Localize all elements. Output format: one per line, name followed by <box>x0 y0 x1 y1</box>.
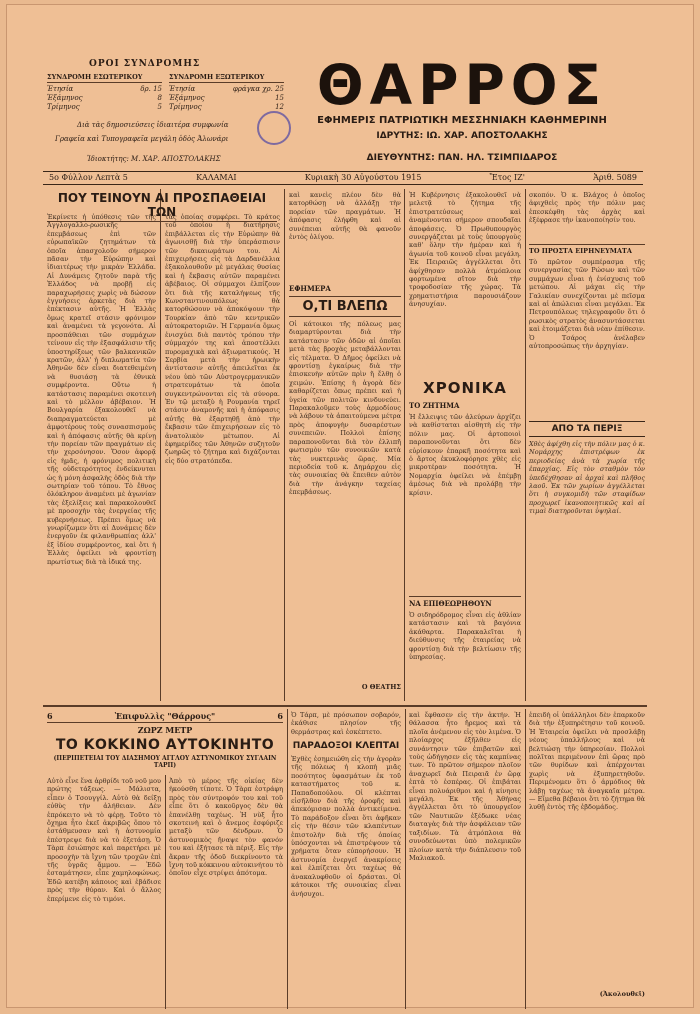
column-f-signature: (Ἀκολουθεῖ) <box>599 990 645 998</box>
column3-body: καὶ κανεὶς πλέον δὲν θὰ κατορθώσῃ νὰ ἀλλάξῃ τὴν πορείαν τῶν πραγμάτων. Ἡ ἀπόφασις ἐλήφθη καὶ αἱ συνέπειαι αὐτῆς θὰ φανοῦν ἐντὸς ὀλίγου. <box>289 191 401 242</box>
column-d-body2: Ἐχθὲς ἐσημειώθη εἰς τὴν ἀγορὰν τῆς πόλεως ἡ κλοπὴ μιᾶς ποσότητος ὑφασμάτων ἐκ τοῦ καταστήματος τοῦ κ. Παπαδοπούλου. Οἱ κλέπται εἰσῆλθον διὰ τῆς ὀροφῆς καὶ ἀπεκόμισαν πολλὰ ἀντικείμενα. Τὸ παράδοξον εἶναι ὅτι ἀφῆκαν εἰς τὴν θέσιν τῶν κλαπέντων ἐπιστολὴν διὰ τῆς ὁποίας ὑπόσχονται νὰ ἐπιστρέψουν τὰ χρήματα ὅταν εὐπορήσουν. Ἡ ἀστυνομία ἐνεργεῖ ἀνακρίσεις καὶ ἐλπίζεται ὅτι ταχέως θὰ ἀνακαλυφθοῦν οἱ δράσται. Οἱ κάτοικοι τῆς συνοικίας εἶναι ἀνήσυχοι. <box>291 755 401 898</box>
column-e <box>409 711 521 1009</box>
column-d-heading: ΠΑΡΑΔΟΞΟΙ ΚΛΕΠΤΑΙ <box>292 741 400 751</box>
issue-place: ΚΑΛΑΜΑΙ <box>196 173 237 182</box>
column4-body2: Ἡ ἔλλειψις τῶν ἀλεύρων ἀρχίζει νὰ καθίσταται αἰσθητὴ εἰς τὴν πόλιν μας. Οἱ ἀρτοποιοὶ παραπονοῦνται ὅτι δὲν εὑρίσκουν ἐπαρκῆ ποσότητα καὶ ὁ ἄρτος ἐκυκλοφόρησε χθὲς εἰς μικροτέραν ποσότητα. Ἡ Νομαρχία ὀφείλει νὰ ἐπέμβῃ ἀμέσως διὰ νὰ προλάβῃ τὴν κρίσιν. <box>409 413 521 497</box>
column4-sub2: ΝΑ ΕΠΙΘΕΩΡΗΘΟΥΝ <box>409 596 521 608</box>
tagline: ΕΦΗΜΕΡΙΣ ΠΑΤΡΙΩΤΙΚΗ ΜΕΣΣΗΝΙΑΚΗ ΚΑΘΗΜΕΡΙΝΗ <box>317 115 607 126</box>
column-f <box>529 711 645 1009</box>
column3-body2: Οἱ κάτοικοι τῆς πόλεως μας διαμαρτύρονται διὰ τὴν κατάστασιν τῶν ὁδῶν αἱ ὁποῖαι μετὰ τὰς βροχὰς μεταβάλλονται εἰς τέλματα. Ὁ Δῆμος ὀφείλει νὰ φροντίσῃ ἐγκαίρως διὰ τὴν ἐπισκευὴν αὐτῶν πρὶν ἢ ἔλθῃ ὁ χειμών. Ἐπίσης ἡ ἀγορὰ δὲν καθαρίζεται ὅπως πρέπει καὶ ἡ ὑγεία τῶν πολιτῶν κινδυνεύει. Παρακαλοῦμεν τοὺς ἁρμοδίους νὰ λάβουν τὰ ἀπαιτούμενα μέτρα πρὸς ἀποφυγὴν δυσαρέστων συνεπειῶν. Πολλοὶ ἐπίσης παραπονοῦνται διὰ τὸν ἐλλιπῆ φωτισμὸν τῶν συνοικιῶν κατὰ τὰς νυκτερινὰς ὥρας. Μία περιοδεία τοῦ κ. Δημάρχου εἰς τὰς συνοικίας θὰ ἔπειθεν αὐτὸν διὰ τὴν ἀνάγκην ταχείας ἐπεμβάσεως. <box>289 320 401 497</box>
issue-price: 5ο Φύλλον Λεπτὰ 5 <box>49 173 128 182</box>
serial-subtitle: (ΠΕΡΙΠΕΤΕΙΑΙ ΤΟΥ ΔΙΑΣΗΜΟΥ ΑΓΓΛΟΥ ΑΣΤΥΝΟΜΙΚΟΥ ΣΥΓΛΑΙΝ ΤΑΡΠ) <box>53 755 277 769</box>
column5-body: σκοπόν. Ὁ κ. Βλάχος ὁ ὁποῖος ἀφιχθεὶς πρὸς τὴν πόλιν μας ἐπεσκέφθη τὰς ἀρχὰς καὶ ἐξέφρασε τὴν ἱκανοποίησίν του. <box>529 191 645 225</box>
article1-body: Ἐκρίνετε ἡ ὑπόθεσις τῶν τῆς Ἀγγλογαλλο-ρωσικῆς ἐπεμβάσεως ἐπὶ τῶν εὐρωπαϊκῶν ζητημάτων τὰ ὁποῖα ἀπασχολοῦν σήμερον πᾶσαν τὴν Εὐρώπην καὶ ἰδιαιτέρως τὴν μικρὰν Ἑλλάδα. Αἱ Δυνάμεις ζητοῦν παρὰ τῆς Ἑλλάδος νὰ προβῇ εἰς παραχωρήσεις χωρὶς νὰ δώσουν ἐγγυήσεις ἀρκετὰς διὰ τὴν ἐπέκτασιν αὐτῆς. Ἡ Ἑλλὰς ὅμως κρατεῖ στάσιν φρόνιμον καὶ ἀναμένει τὰ γεγονότα. Αἱ προσπάθειαι τῶν συμμάχων τείνουν εἰς τὴν ἐξασφάλισιν τῆς ὑποστηρίξεως τῶν βαλκανικῶν κρατῶν, ἀλλ' ἡ διπλωματία τῶν Ἀθηνῶν δὲν εἶναι διατεθειμένη νὰ θυσιάσῃ τὰ ἐθνικὰ συμφέροντα. Οὕτω ἡ κατάστασις παραμένει σκοτεινὴ καὶ τὸ μέλλον ἀβέβαιον. Ἡ Βουλγαρία ἐξακολουθεῖ νὰ διαπραγματεύεται μὲ ἀμφοτέρους τοὺς συνασπισμοὺς καὶ ἡ ἀπόφασις αὐτῆς θὰ κρίνῃ τὴν πορείαν τῶν πραγμάτων εἰς τὴν χερσόνησον. Ὅσον ἀφορᾷ εἰς ἡμᾶς, ἡ φρόνιμος πολιτικὴ τῆς οὐδετερότητος ἐνδείκνυται ὡς ἡ μόνη ἀσφαλὴς ὁδὸς διὰ τὴν σωτηρίαν τοῦ τόπου. Τὸ ἔθνος ὁλόκληρον ἀναμένει μὲ ἀγωνίαν τὰς ἐξελίξεις καὶ παρακολουθεῖ μὲ προσοχὴν τὰς ἐνεργείας τῆς κυβερνήσεως. Πρέπει ὅμως νὰ γνωρίζωμεν ὅτι αἱ Δυνάμεις δὲν ἐνεργοῦν ἐκ φιλανθρωπίας ἀλλ' ἐξ ἰδίου συμφέροντος, καὶ ὅτι ἡ Ἑλλὰς ὀφείλει νὰ φροντίσῃ πρωτίστως διὰ τὰ ἰδικά της. <box>47 213 156 566</box>
foreign-title: ΣΥΝΔΡΟΜΗ ΕΞΩΤΕΡΙΚΟΥ <box>169 73 284 83</box>
library-stamp-icon <box>257 111 291 145</box>
article1-title-box <box>47 191 277 219</box>
column3 <box>289 191 401 701</box>
issue-year: Ἔτος ΙΖ' <box>489 173 525 182</box>
serial-title: ΤΟ ΚΟΚΚΙΝΟ ΑΥΤΟΚΙΝΗΤΟ <box>55 737 275 753</box>
column2-body: τὰς ὁποίας συμφέρει. Τὸ κράτος τοῦ ὁποίου ἡ διατήρησις ἐπιβάλλεται εἰς τὴν Εὐρώπην θὰ ἀγωνισθῇ διὰ τὴν ὑπεράσπισιν τῶν δικαιωμάτων του. Αἱ ἐπιχειρήσεις εἰς τὰ Δαρδανέλλια ἐξακολουθοῦν μὲ μεγάλας θυσίας καὶ ἡ ἔκβασις αὐτῶν παραμένει ἀβέβαιος. Οἱ σύμμαχοι ἐλπίζουν ὅτι διὰ τῆς καταλήψεως τῆς Κωνσταντινουπόλεως θὰ κατορθώσουν νὰ ἀποκόψουν τὴν Τουρκίαν ἀπὸ τῶν κεντρικῶν αὐτοκρατοριῶν. Ἡ Γερμανία ὅμως ἐνισχύει διὰ παντὸς τρόπου τὴν σύμμαχόν της καὶ ἀποστέλλει πυρομαχικὰ καὶ ἀξιωματικούς. Ἡ Σερβία μετὰ τὴν ἡρωικὴν ἀντίστασιν αὐτῆς ἀπειλεῖται ἐκ νέου ὑπὸ τῶν Αὐστρογερμανικῶν στρατευμάτων τὰ ὁποῖα συγκεντρώνονται εἰς τὰ σύνορα. Ἐν τῷ μεταξὺ ἡ Ρουμανία τηρεῖ στάσιν ἀναμονῆς καὶ ἡ ἀπόφασις αὐτῆς θὰ ἐξαρτηθῇ ἀπὸ τὴν ἔκβασιν τῶν ἐπιχειρήσεων εἰς τὸ ἀνατολικὸν μέτωπον. Αἱ ἐφημερίδες τῶν Ἀθηνῶν συζητοῦν ζωηρῶς τὸ ζήτημα καὶ διχάζονται εἰς δύο στρατόπεδα. <box>165 213 280 465</box>
column-d <box>291 711 401 1009</box>
office-address: Γραφεῖα καὶ Τυπογραφεῖα μεγάλη ὁδὸς Ἀλωνάρι <box>55 135 229 143</box>
article1-col1 <box>47 213 156 701</box>
column-e-body: καὶ ἔφθασεν εἰς τὴν ἀκτήν. Ἡ θάλασσα ἦτο ἤρεμος καὶ τὰ πλοῖα ἀνέμενον εἰς τὸν λιμένα. Ὁ πλοίαρχος ἐξῆλθεν εἰς συνάντησιν τῶν ἐπιβατῶν καὶ τοὺς ὡδήγησεν εἰς τὰς καμπίνας των. Τὸ πρῶτον σήμερον πλοῖον ἀναχωρεῖ διὰ Πειραιᾶ ἐν ὥρᾳ ἑπτὰ τὸ ἑσπέρας. Οἱ ἐπιβάται εἶναι πολυάριθμοι καὶ ἡ κίνησις μεγάλη. Ἐκ τῆς Ἀθήνας ἀγγέλλεται ὅτι τὸ ὑπουργεῖον τῶν Ναυτικῶν ἐξέδωκε νέας διαταγὰς διὰ τὴν ἀσφάλειαν τῶν ταξιδίων. Τὰ ἀτμόπλοια θὰ συνοδεύωνται ὑπὸ πολεμικῶν πλοίων κατὰ τὴν διάπλευσιν τοῦ Μαλιακοῦ. <box>409 711 521 862</box>
subscriptions-title: ΟΡΟΙ ΣΥΝΔΡΟΜΗΣ <box>89 59 201 69</box>
column4-section: ΧΡΟΝΙΚΑ <box>423 379 507 397</box>
column5-body3: Χθὲς ἀφίχθη εἰς τὴν πόλιν μας ὁ κ. Νομάρχης ἐπιστρέφων ἐκ περιοδείας ἀνὰ τὰ χωρία τῆς ἐπαρχίας. Εἰς τὸν σταθμὸν τὸν ὑπεδέχθησαν αἱ ἀρχαὶ καὶ πλῆθος λαοῦ. Ἐκ τῶν χωρίων ἀγγέλλεται ὅτι ἡ συγκομιδὴ τῶν σταφίδων προχωρεῖ ἱκανοποιητικῶς καὶ αἱ τιμαὶ διατηροῦνται ὑψηλαί. <box>529 440 645 516</box>
serial-col-b <box>169 777 283 1009</box>
column4-body: Ἡ Κυβέρνησις ἐξακολουθεῖ νὰ μελετᾷ τὸ ζήτημα τῆς ἐπιστρατεύσεως καὶ ἀναμένονται σήμερον σπουδαῖαι ἀποφάσεις. Ὁ Πρωθυπουργὸς συνεργάζεται μὲ τοὺς ὑπουργοὺς καθ' ὅλην τὴν ἡμέραν καὶ ἡ ἀγωνία τοῦ κοινοῦ εἶναι μεγάλη. Ἐκ Πειραιῶς ἀγγέλλεται ὅτι ἀφίχθησαν πολλὰ ἀτμόπλοια φορτωμένα σῖτον διὰ τὴν τροφοδοσίαν τῆς χώρας. Τὰ χρηματιστήρια παρουσιάζουν ἀνησυχίαν. <box>409 191 521 309</box>
header <box>7 5 695 171</box>
issue-number: Ἀριθ. 5089 <box>593 173 637 182</box>
column5-sub1: ΤΟ ΠΡΟΣΤΑ ΕΙΡΗΝΕΥΜΑΤΑ <box>529 244 645 255</box>
article1-title: ΠΟΥ ΤΕΙΝΟΥΝ ΑΙ ΠΡΟΣΠΑΘΕΙΑΙ ΤΩΝ <box>47 191 277 222</box>
owner: Ἰδιοκτήτης: Μ. ΧΑΡ. ΑΠΟΣΤΟΛΑΚΗΣ <box>87 155 221 163</box>
founder: ΙΔΡΥΤΗΣ: ΙΩ. ΧΑΡ. ΑΠΟΣΤΟΛΑΚΗΣ <box>376 131 548 141</box>
director: ΔΙΕΥΘΥΝΤΗΣ: ΠΑΝ. ΗΛ. ΤΣΙΜΠΙΔΑΡΟΣ <box>366 153 558 163</box>
column2 <box>165 213 280 701</box>
ads-note: Διὰ τὰς δημοσιεύσεις ἰδιαιτέρα συμφωνία <box>77 121 229 129</box>
newspaper-page <box>6 4 694 1008</box>
issue-date: Κυριακὴ 30 Αὐγούστου 1915 <box>304 173 422 182</box>
masthead-title: ΘΑΡΡΟΣ <box>316 53 608 117</box>
serial-author: ΖΩΡΖ ΜΕΤΡ <box>137 725 193 735</box>
domestic-title: ΣΥΝΔΡΟΜΗ ΕΣΩΤΕΡΙΚΟΥ <box>47 73 162 83</box>
dateline <box>43 171 643 185</box>
serial-left-number: 6 <box>47 711 53 721</box>
domestic-subscription: ΣΥΝΔΡΟΜΗ ΕΣΩΤΕΡΙΚΟΥ Ἐτησία δρ. 15 Ἑξάμηνος 8 Τρίμηνος 5 <box>47 73 162 111</box>
column5-body2: Τὸ πρῶτον συμπέρασμα τῆς συνεργασίας τῶν Ρώσων καὶ τῶν συμμάχων εἶναι ἡ ἐνίσχυσις τοῦ μετώπου. Αἱ μάχαι εἰς τὴν Γαλικίαν συνεχίζονται μὲ πεῖσμα καὶ αἱ ἀπώλειαι εἶναι μεγάλαι. Ἐκ Πετρουπόλεως τηλεγραφοῦν ὅτι ὁ ρωσικὸς στρατὸς ἀνασυντάσσεται καὶ ἑτοιμάζεται διὰ νέαν ἐπίθεσιν. Ὁ Τσάρος ἀνέλαβεν αὐτοπροσώπως τὴν ἀρχηγίαν. <box>529 258 645 351</box>
column3-section: ΕΦΗΜΕΡΑ <box>289 284 331 293</box>
column4-body3: Ὁ σιδηρόδρομος εἶναι εἰς ἀθλίαν κατάστασιν καὶ τὰ βαγόνια ἀκάθαρτα. Παρακαλεῖται ἡ διεύθυνσις τῆς ἑταιρείας νὰ φροντίσῃ διὰ τὴν βελτίωσιν τῆς ὑπηρεσίας. <box>409 611 521 662</box>
serial-right-number: 6 <box>277 711 283 721</box>
column3-signature: Ο ΘΕΑΤΗΣ <box>361 683 401 691</box>
column5 <box>529 191 645 701</box>
foreign-subscription: ΣΥΝΔΡΟΜΗ ΕΞΩΤΕΡΙΚΟΥ Ἐτησία φράγκα χρ. 25 Ἑξάμηνος 15 Τρίμηνος 12 <box>169 73 284 111</box>
column4-sub1: ΤΟ ΖΗΤΗΜΑ <box>409 401 460 410</box>
serial-header <box>47 711 283 773</box>
serial-label: Ἐπιφυλλὶς "Θάρρους" <box>114 711 216 721</box>
serial-body-b: Ἀπὸ τὸ μέρος τῆς οἰκίας δὲν ἠκούσθη τίποτε. Ὁ Τὰρπ ἐστράφη πρὸς τὸν σύντροφόν του καὶ τοῦ εἶπε ὅτι ὁ κακοῦργος δὲν θὰ ἐπανέλθῃ ταχέως. Ἡ νὺξ ἦτο σκοτεινὴ καὶ ὁ ἄνεμος ἐσφύριζε μεταξὺ τῶν δένδρων. Ὁ ἀστυνομικὸς ἤναψε τὸν φανόν του καὶ ἐξήτασε τὰ πέριξ. Εἰς τὴν ἄκραν τῆς ὁδοῦ διεκρίνοντο τὰ ἴχνη τοῦ κόκκινου αὐτοκινήτου τὸ ὁποῖον εἶχε στρίψει ἀπότομα. <box>169 777 283 878</box>
serial-body-a: Αὐτὸ εἶνε ἕνα ἀρθρίδι τοῦ νοῦ μου πρώτης τάξεως. — Μάλιστα, εἶπεν ὁ Τσουγγίλ. Αὐτὸ θὰ δείξῃ εὐθὺς τὴν ἀλήθειαν. Δὲν ἐπρόκειτο νὰ τὸ φέρῃ. Τοῦτο τὸ ὄχημα ἦτο ἐκεῖ ἀκριβῶς ὅπου τὸ ἐστάθμευσαν καὶ ἡ ἀστυνομία ἐπέστρεψε διὰ νὰ τὸ ἐξετάσῃ. Ὁ Τὰρπ ἐσιώπησε καὶ παρετήρει μὲ προσοχὴν τὰ ἴχνη τῶν τροχῶν ἐπὶ τῆς ὑγρᾶς ἄμμου. — Ἐδῶ ἐσταμάτησεν, εἶπε χαμηλοφώνως. Ἐδῶ κατέβη κάποιος καὶ ἐβάδισε πρὸς τὴν θύραν. Καὶ ὁ ἄλλος ἐπερίμενε εἰς τὸ τιμόνι. <box>47 777 161 903</box>
serial-col-a <box>47 777 161 1009</box>
column-d-body: Ὁ Τάρπ, μὲ πρόσωπον σοβαρόν, ἐκάθισε πλησίον τῆς θερμάστρας καὶ ἐσκέπτετο. <box>291 711 401 736</box>
column4 <box>409 191 521 701</box>
column5-heading: ΑΠΟ ΤΑ ΠΕΡΙΞ <box>529 421 645 437</box>
column3-heading: Ο,ΤΙ ΒΛΕΠΩ <box>289 296 401 317</box>
column-f-body: ἐπειδὴ οἱ ὑπάλληλοι δὲν ἐπαρκοῦν διὰ τὴν ἐξυπηρέτησιν τοῦ κοινοῦ. Ἡ Ἑταιρεία ὀφείλει νὰ προσλάβῃ νέους ὑπαλλήλους καὶ νὰ βελτιώσῃ τὴν ὑπηρεσίαν. Πολλοὶ πολῖται περιμένουν ἐπὶ ὥρας πρὸ τῶν θυρίδων καὶ ἀπέρχονται χωρὶς νὰ ἐξυπηρετηθοῦν. Περιμένομεν ὅτι ὁ ἁρμόδιος θὰ λάβῃ ταχέως τὰ ἀναγκαῖα μέτρα. — Εἴμεθα βέβαιοι ὅτι τὸ ζήτημα θὰ λυθῇ ἐντὸς τῆς ἑβδομάδος. <box>529 711 645 812</box>
